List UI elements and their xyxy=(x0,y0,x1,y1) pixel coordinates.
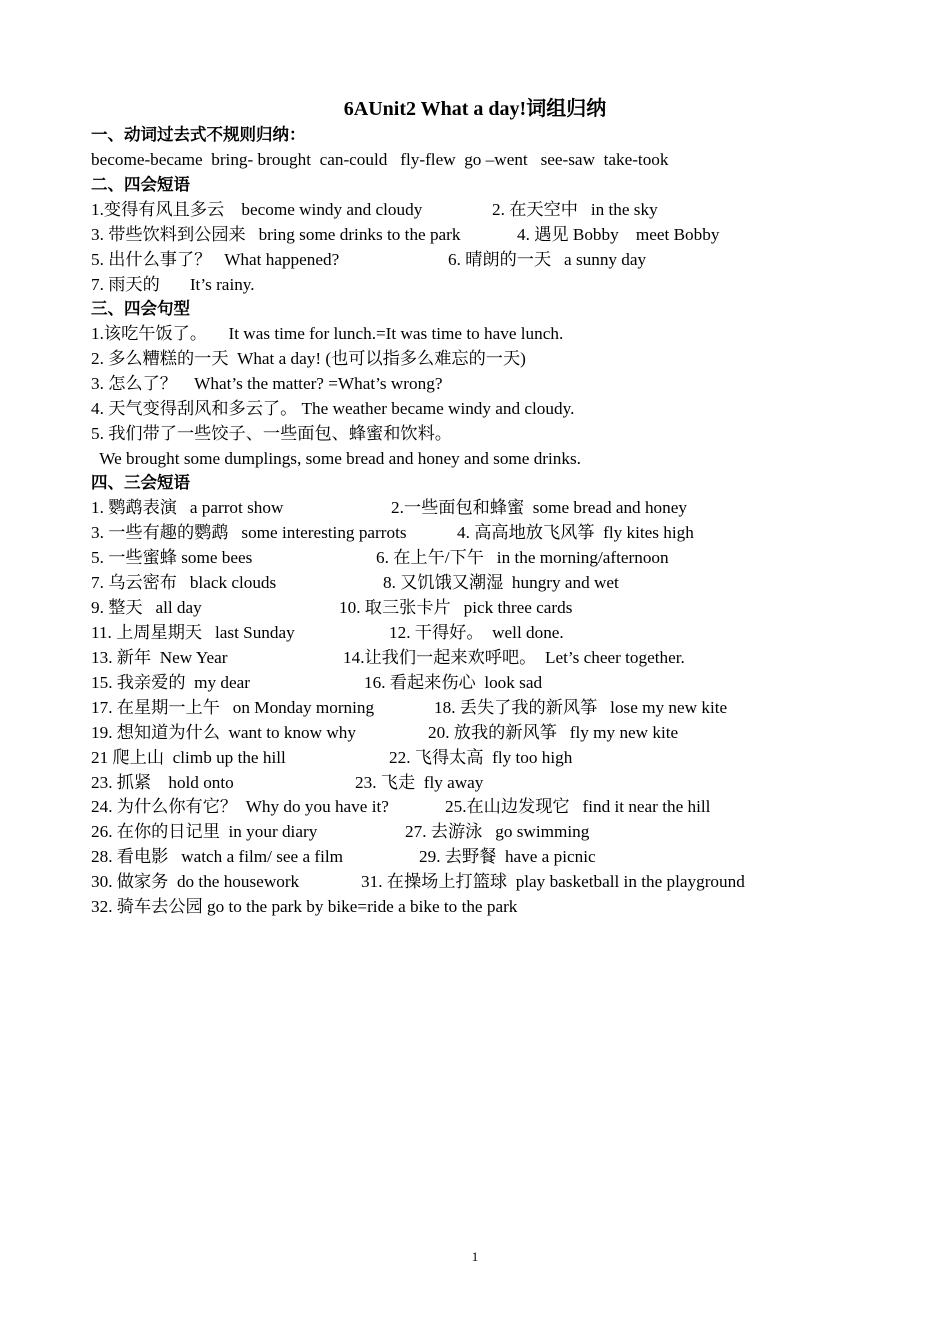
section-heading-irregular-verbs: 一、动词过去式不规则归纳： xyxy=(91,125,306,144)
phrase-row xyxy=(91,249,647,271)
phrase-left: 9. 整天 all day xyxy=(91,598,202,617)
phrase-right: 6. 在上午/下午 in the morning/afternoon xyxy=(376,548,669,567)
phrase-row xyxy=(91,547,669,569)
irregular-verbs-line: become-became bring- brought can-could fly-flew go –went see-saw take-took xyxy=(91,150,669,169)
sentence-line: 4. 天气变得刮风和多云了。 The weather became windy and cloudy. xyxy=(91,399,575,418)
sentence-line: We brought some dumplings, some bread and honey and some drinks. xyxy=(91,449,581,468)
phrase-right: 10. 取三张卡片 pick three cards xyxy=(339,598,573,617)
phrase-row xyxy=(91,522,694,544)
phrase-right: 18. 丢失了我的新风筝 lose my new kite xyxy=(434,698,728,717)
phrase-left: 28. 看电影 watch a film/ see a film xyxy=(91,847,344,866)
phrase-left: 7. 雨天的 It’s rainy. xyxy=(91,275,255,294)
phrase-right: 31. 在操场上打篮球 play basketball in the playground xyxy=(361,872,745,891)
phrase-right: 8. 又饥饿又潮湿 hungry and wet xyxy=(383,573,619,592)
phrase-row xyxy=(91,597,573,619)
phrase-row xyxy=(91,274,255,296)
phrase-row xyxy=(91,722,679,744)
section-heading-four-skill-phrases: 二、四会短语 xyxy=(91,175,190,194)
phrase-row xyxy=(91,697,728,719)
sentence-line: 2. 多么糟糕的一天 What a day! (也可以指多么难忘的一天) xyxy=(91,349,526,368)
phrase-left: 23. 抓紧 hold onto xyxy=(91,773,234,792)
sentence-line: 1.该吃午饭了。 It was time for lunch.=It was time to have lunch. xyxy=(91,324,564,343)
phrase-left: 11. 上周星期天 last Sunday xyxy=(91,623,295,642)
phrase-row xyxy=(91,224,720,246)
phrase-row xyxy=(91,199,658,221)
phrase-left: 3. 一些有趣的鹦鹉 some interesting parrots xyxy=(91,523,407,542)
phrase-right: 20. 放我的新风筝 fly my new kite xyxy=(428,723,679,742)
phrase-row xyxy=(91,821,590,843)
phrase-right: 22. 飞得太高 fly too high xyxy=(389,748,573,767)
phrase-left: 26. 在你的日记里 in your diary xyxy=(91,822,318,841)
phrase-row xyxy=(91,647,685,669)
phrase-right: 29. 去野餐 have a picnic xyxy=(419,847,596,866)
sentence-line: 5. 我们带了一些饺子、一些面包、蜂蜜和饮料。 xyxy=(91,424,452,443)
phrase-row xyxy=(91,846,596,868)
phrase-left: 7. 乌云密布 black clouds xyxy=(91,573,277,592)
phrase-right: 12. 干得好。 well done. xyxy=(389,623,564,642)
phrase-right: 6. 晴朗的一天 a sunny day xyxy=(448,250,647,269)
phrase-right: 25.在山边发现它 find it near the hill xyxy=(445,797,711,816)
phrase-row xyxy=(91,672,543,694)
phrase-row xyxy=(91,622,564,644)
page-number: 1 xyxy=(471,1249,479,1264)
phrase-left: 13. 新年 New Year xyxy=(91,648,228,667)
phrase-left: 24. 为什么你有它？ Why do you have it? xyxy=(91,797,389,816)
phrase-left: 19. 想知道为什么 want to know why xyxy=(91,723,356,742)
page-title: 6AUnit2 What a day!词组归纳 xyxy=(343,98,607,120)
phrase-right: 23. 飞走 fly away xyxy=(355,773,484,792)
phrase-right: 2. 在天空中 in the sky xyxy=(492,200,658,219)
phrase-row xyxy=(91,896,518,918)
phrase-left: 1.变得有风且多云 become windy and cloudy xyxy=(91,200,423,219)
phrase-left: 5. 出什么事了？ What happened? xyxy=(91,250,340,269)
phrase-left: 5. 一些蜜蜂 some bees xyxy=(91,548,253,567)
phrase-left: 15. 我亲爱的 my dear xyxy=(91,673,250,692)
phrase-left: 1. 鹦鹉表演 a parrot show xyxy=(91,498,284,517)
phrase-right: 4. 遇见 Bobby meet Bobby xyxy=(517,225,720,244)
phrase-right: 2.一些面包和蜂蜜 some bread and honey xyxy=(391,498,687,517)
phrase-left: 32. 骑车去公园 go to the park by bike=ride a bike to the park xyxy=(91,897,518,916)
section-heading-sentence-patterns: 三、四会句型 xyxy=(91,299,190,318)
phrase-left: 21 爬上山 climb up the hill xyxy=(91,748,286,767)
phrase-left: 17. 在星期一上午 on Monday morning xyxy=(91,698,375,717)
phrase-right: 4. 高高地放飞风筝 fly kites high xyxy=(457,523,694,542)
phrase-left: 30. 做家务 do the housework xyxy=(91,872,300,891)
phrase-right: 16. 看起来伤心 look sad xyxy=(364,673,543,692)
phrase-row xyxy=(91,772,484,794)
phrase-row xyxy=(91,572,619,594)
phrase-row xyxy=(91,796,711,818)
phrase-row xyxy=(91,747,573,769)
phrase-right: 14.让我们一起来欢呼吧。 Let’s cheer together. xyxy=(343,648,685,667)
phrase-row xyxy=(91,871,745,893)
sentence-line: 3. 怎么了？ What’s the matter? =What’s wrong? xyxy=(91,374,443,393)
phrase-right: 27. 去游泳 go swimming xyxy=(405,822,590,841)
section-heading-three-skill-phrases: 四、三会短语 xyxy=(91,473,190,492)
phrase-row xyxy=(91,497,687,519)
phrase-left: 3. 带些饮料到公园来 bring some drinks to the park xyxy=(91,225,461,244)
